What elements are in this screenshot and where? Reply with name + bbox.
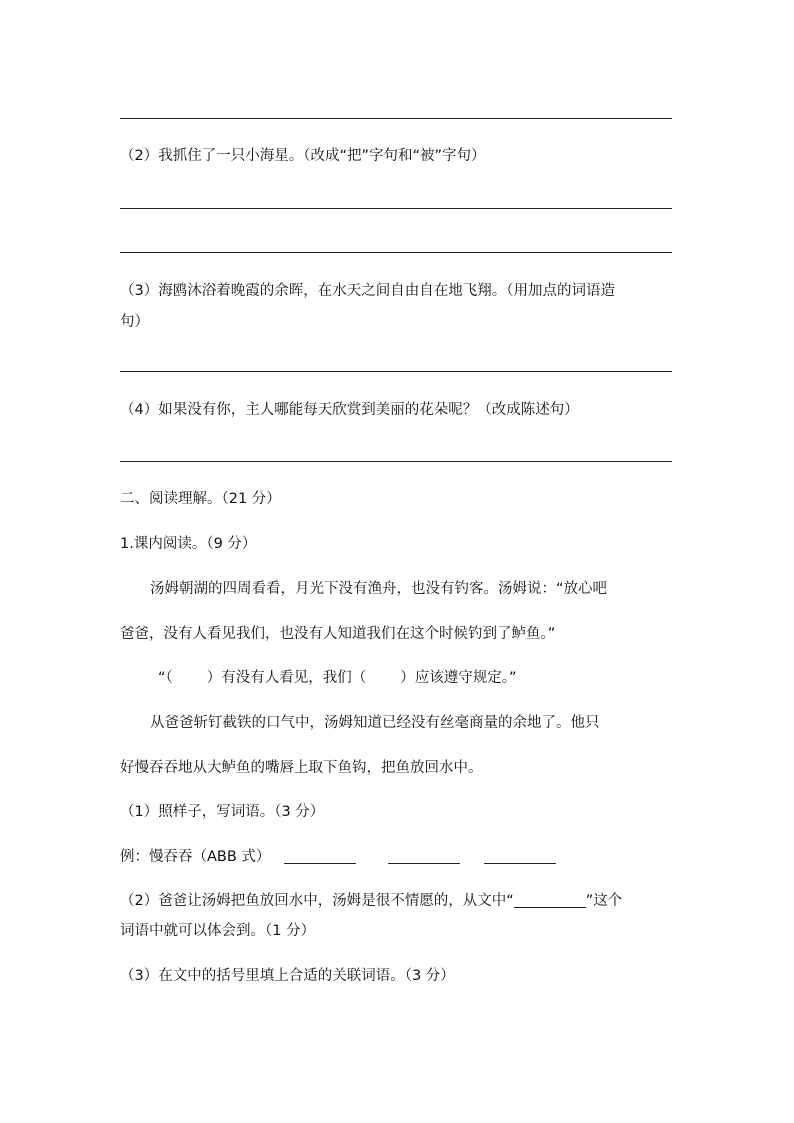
word-blank-3[interactable] (484, 849, 556, 864)
word-blank-1[interactable] (284, 849, 356, 864)
answer-line[interactable] (120, 371, 672, 372)
sub-question-2-tail: ”这个 (585, 893, 623, 909)
dialogue-part: “（ (158, 670, 173, 686)
passage-line: 从爸爸斩钉截铁的口气中，汤姆知道已经没有丝毫商量的余地了。他只 (150, 715, 600, 731)
word-blank-2[interactable] (388, 849, 460, 864)
answer-line[interactable] (120, 118, 672, 119)
question-3-line-1: （3）海鸥沐浴着晚霞的余晖，在水天之间自由自在地飞翔。（用加点的词语造 (120, 283, 615, 299)
sub-question-2-line-2: 词语中就可以体会到。（1 分） (120, 923, 316, 939)
reading-heading: 1.课内阅读。（9 分） (120, 536, 257, 552)
passage-line: 汤姆朝湖的四周看看，月光下没有渔舟，也没有钓客。汤姆说：“放心吧 (150, 581, 608, 597)
sub-question-1: （1）照样子，写词语。（3 分） (120, 804, 325, 820)
passage-dialogue (158, 668, 517, 688)
dialogue-part: ）有没有人看见，我们（ (206, 670, 367, 686)
answer-line[interactable] (120, 208, 672, 209)
answer-line[interactable] (120, 252, 672, 253)
sub-question-2 (120, 891, 622, 911)
example-row (120, 847, 556, 867)
section-heading: 二、阅读理解。（21 分） (120, 491, 281, 507)
dialogue-part: ）应该遵守规定。” (400, 670, 517, 686)
example-label: 例：慢吞吞（ABB 式） (120, 849, 271, 865)
passage-line: 爸爸，没有人看见我们，也没有人知道我们在这个时候钓到了鲈鱼。” (120, 626, 556, 642)
answer-line[interactable] (120, 461, 672, 462)
sub-question-2-text: （2）爸爸让汤姆把鱼放回水中，汤姆是很不情愿的，从文中“ (120, 893, 514, 909)
sub-question-3: （3）在文中的括号里填上合适的关联词语。（3 分） (120, 968, 455, 984)
quote-blank[interactable] (514, 893, 586, 908)
question-2: （2）我抓住了一只小海星。（改成“把”字句和“被”字句） (120, 148, 486, 164)
passage-line: 好慢吞吞地从大鲈鱼的嘴唇上取下鱼钩，把鱼放回水中。 (120, 760, 483, 776)
question-3-line-2: 句） (120, 314, 149, 330)
question-4: （4）如果没有你，主人哪能每天欣赏到美丽的花朵呢？（改成陈述句） (120, 402, 579, 418)
